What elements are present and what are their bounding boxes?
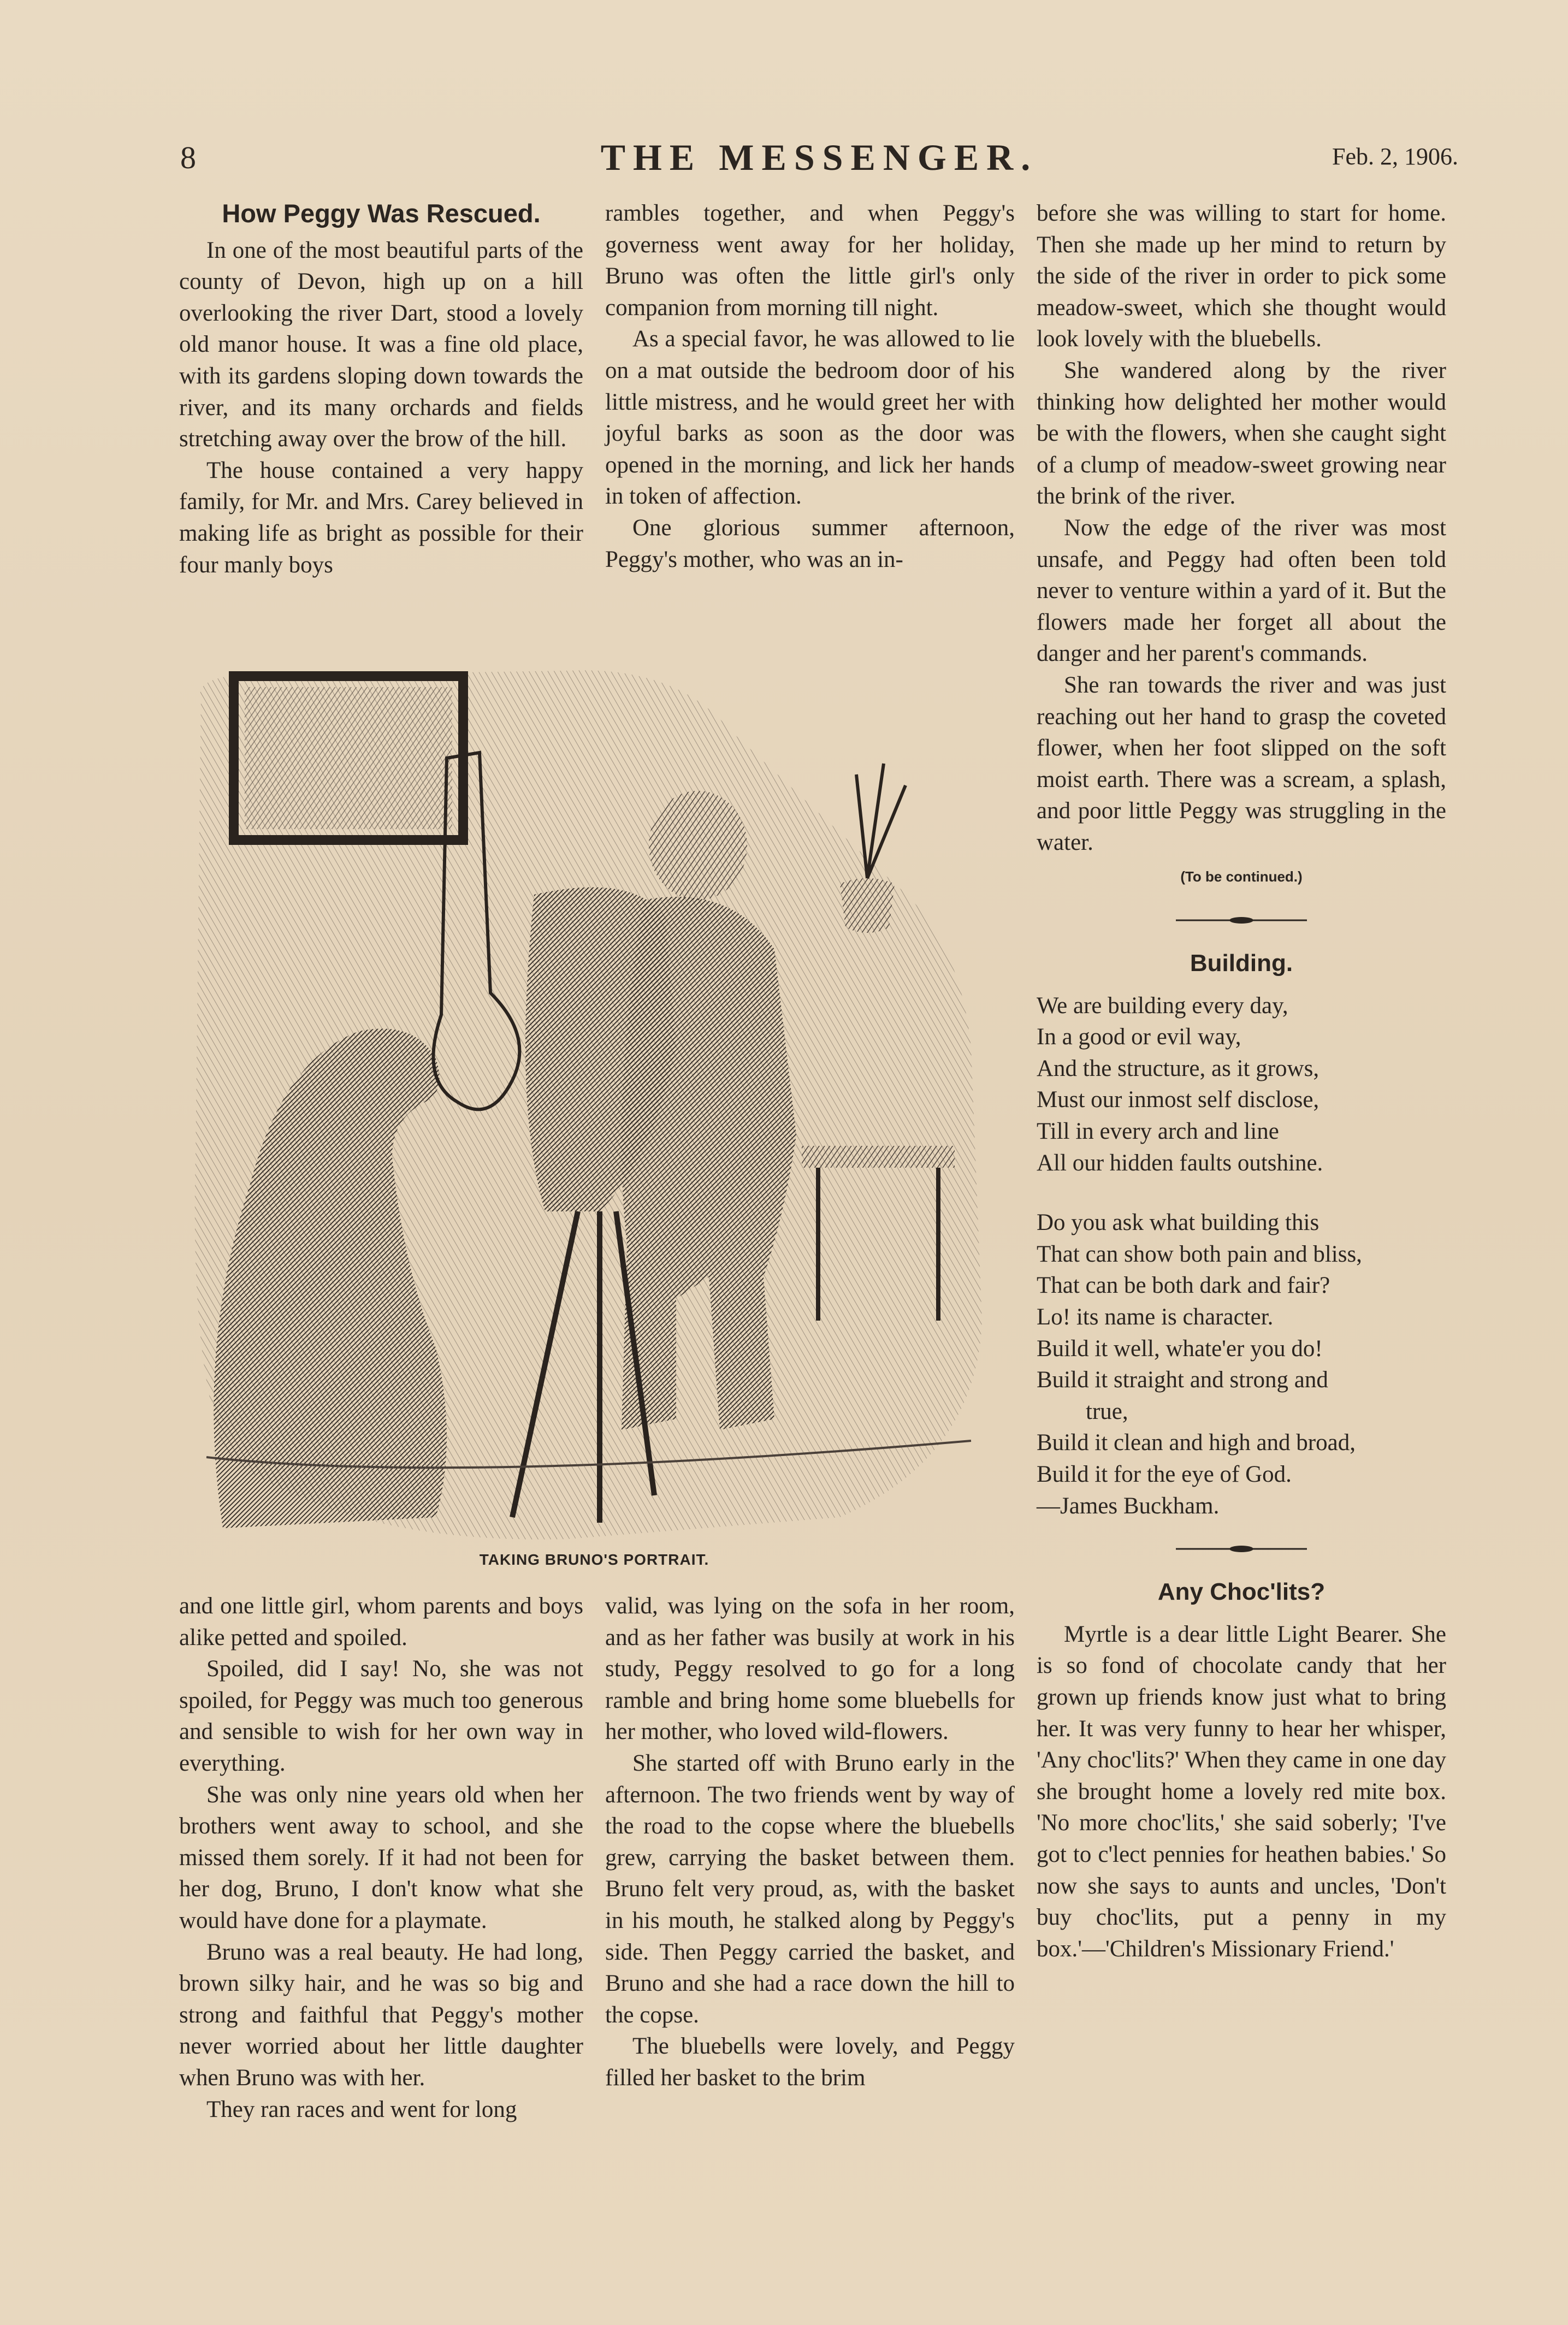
poem-line: All our hidden faults outshine. [1037, 1150, 1323, 1176]
paragraph: She wandered along by the river thinking how delighted her mother would be with the flowers, when she caught sight of a clump of meadow-sweet growing near the brink of the river. [1037, 357, 1446, 510]
paragraph: rambles together, and when Peggy's governess went away for her holiday, Bruno was often the little girl's only companion from morning till night. [605, 200, 1015, 321]
paragraph: As a special favor, he was allowed to lie on a mat outside the bedroom door of his little mistress, and he would greet her with joyful barks as soon as the door was opened in the morning, and lick her hands in token of affection. [605, 326, 1015, 510]
paragraph: She started off with Bruno early in the afternoon. The two friends went by way of the road to the copse where the bluebells grew, carrying the basket between them. Bruno felt very proud, as, with the basket in his mouth, he stalked along by Peggy's side. Then Peggy carried the basket, and Bruno and she had a race down the hill to the copse. [605, 1750, 1015, 2028]
to-be-continued: (To be continued.) [1180, 868, 1303, 885]
paragraph: and one little girl, whom parents and boys alike petted and spoiled. [179, 1593, 583, 1650]
column-3 [1037, 198, 1446, 1965]
poem-line: In a good or evil way, [1037, 1024, 1241, 1050]
poem-line: Build it for the eye of God. [1037, 1461, 1292, 1487]
paragraph: Now the edge of the river was most unsafe, and Peggy had often been told never to venture within a yard of it. But the flowers made her forget all about the danger and her parent's commands. [1037, 514, 1446, 667]
page-number: 8 [180, 140, 196, 175]
paragraph: The bluebells were lovely, and Peggy filled her basket to the brim [605, 2033, 1015, 2091]
poem-line: Build it clean and high and broad, [1037, 1430, 1356, 1456]
poem-line: true, [1086, 1398, 1128, 1424]
story-column-2-bottom [605, 1590, 1015, 2094]
poem-line: And the structure, as it grows, [1037, 1055, 1320, 1081]
issue-date: Feb. 2, 1906. [1332, 143, 1458, 170]
choclits-text: Myrtle is a dear little Light Bearer. She is so fond of chocolate candy that her grown up friends know just what to bring her. It was very funny to hear her whisper, 'Any choc'lits?' When they came in one day she brought home a lovely red mite box. 'No more choc'lits,' she said soberly; 'I've got to c'lect pennies for heathen babies.' So now she says to aunts and uncles, 'Don't buy choc'lits, put a penny in my box.'—'Children's Missionary Friend.' [1037, 1621, 1446, 1962]
poem-title: Building. [1190, 950, 1293, 977]
paragraph: She ran towards the river and was just reaching out her hand to grasp the coveted flower, when her foot slipped on the soft moist earth. There was a scream, a splash, and poor little Peggy was struggling in the water. [1037, 672, 1446, 855]
page-header [180, 139, 1458, 183]
paragraph: In one of the most beautiful parts of the county of Devon, high up on a hill overlooking the river Dart, stood a lovely old manor house. It was a fine old place, with its gardens sloping down towards the river, and its many orchards and fields stretching away over the brow of the hill. [179, 237, 583, 452]
choclits-title: Any Choc'lits? [1157, 1578, 1326, 1606]
poem-line: Lo! its name is character. [1037, 1304, 1274, 1330]
masthead: THE MESSENGER. [600, 137, 1038, 178]
poem-line: That can be both dark and fair? [1037, 1273, 1330, 1299]
illustration-caption: TAKING BRUNO'S PORTRAIT. [479, 1551, 709, 1568]
story-column-2-top [605, 198, 1015, 575]
poem-line: Build it straight and strong and [1037, 1367, 1328, 1393]
story-column-1-top [179, 198, 583, 581]
poem-line: Build it well, whate'er you do! [1037, 1335, 1323, 1362]
paragraph: Spoiled, did I say! No, she was not spoiled, for Peggy was much too generous and sensible to wish for her own way in everything. [179, 1656, 583, 1776]
paragraph: before she was willing to start for home. Then she made up her mind to return by the side of the river in order to pick some meadow-sweet, which she thought would look lovely with the bluebells. [1037, 200, 1446, 352]
poem-line: Do you ask what building this [1037, 1210, 1320, 1236]
section-divider [1176, 1543, 1307, 1554]
side-table [802, 1146, 955, 1168]
poem-line: We are building every day, [1037, 992, 1288, 1019]
poem-line: Must our inmost self disclose, [1037, 1087, 1320, 1113]
paragraph: valid, was lying on the sofa in her room, and as her father was busily at work in his study, Peggy resolved to go for a long ramble and bring home some bluebells for her mother, who loved wild-flowers. [605, 1593, 1015, 1745]
flower-pot [840, 878, 895, 933]
story-title: How Peggy Was Rescued. [222, 199, 541, 228]
paragraph: She was only nine years old when her brothers went away to school, and she missed them sorely. If it had not been for her dog, Bruno, I don't know what she would have done for a playmate. [179, 1782, 583, 1933]
poem-line: That can show both pain and bliss, [1037, 1241, 1362, 1267]
boy-head [649, 791, 747, 900]
paragraph: One glorious summer afternoon, Peggy's mother, who was an in- [605, 514, 1015, 572]
paragraph: They ran races and went for long [206, 2096, 517, 2122]
engraving-illustration [185, 665, 1004, 1550]
poem-building [1037, 948, 1446, 1522]
poem-line: Till in every arch and line [1037, 1119, 1279, 1145]
section-divider [1176, 915, 1307, 926]
poem-author: —James Buckham. [1037, 1493, 1220, 1519]
story-column-1-bottom [179, 1590, 583, 2125]
paragraph: The house contained a very happy family, for Mr. and Mrs. Carey believed in making life as bright as possible for their four manly boys [179, 457, 583, 578]
paragraph: Bruno was a real beauty. He had long, brown silky hair, and he was so big and strong and faithful that Peggy's mother never worried about her little daughter when Bruno was with her. [179, 1939, 583, 2091]
framed-picture [245, 687, 452, 829]
